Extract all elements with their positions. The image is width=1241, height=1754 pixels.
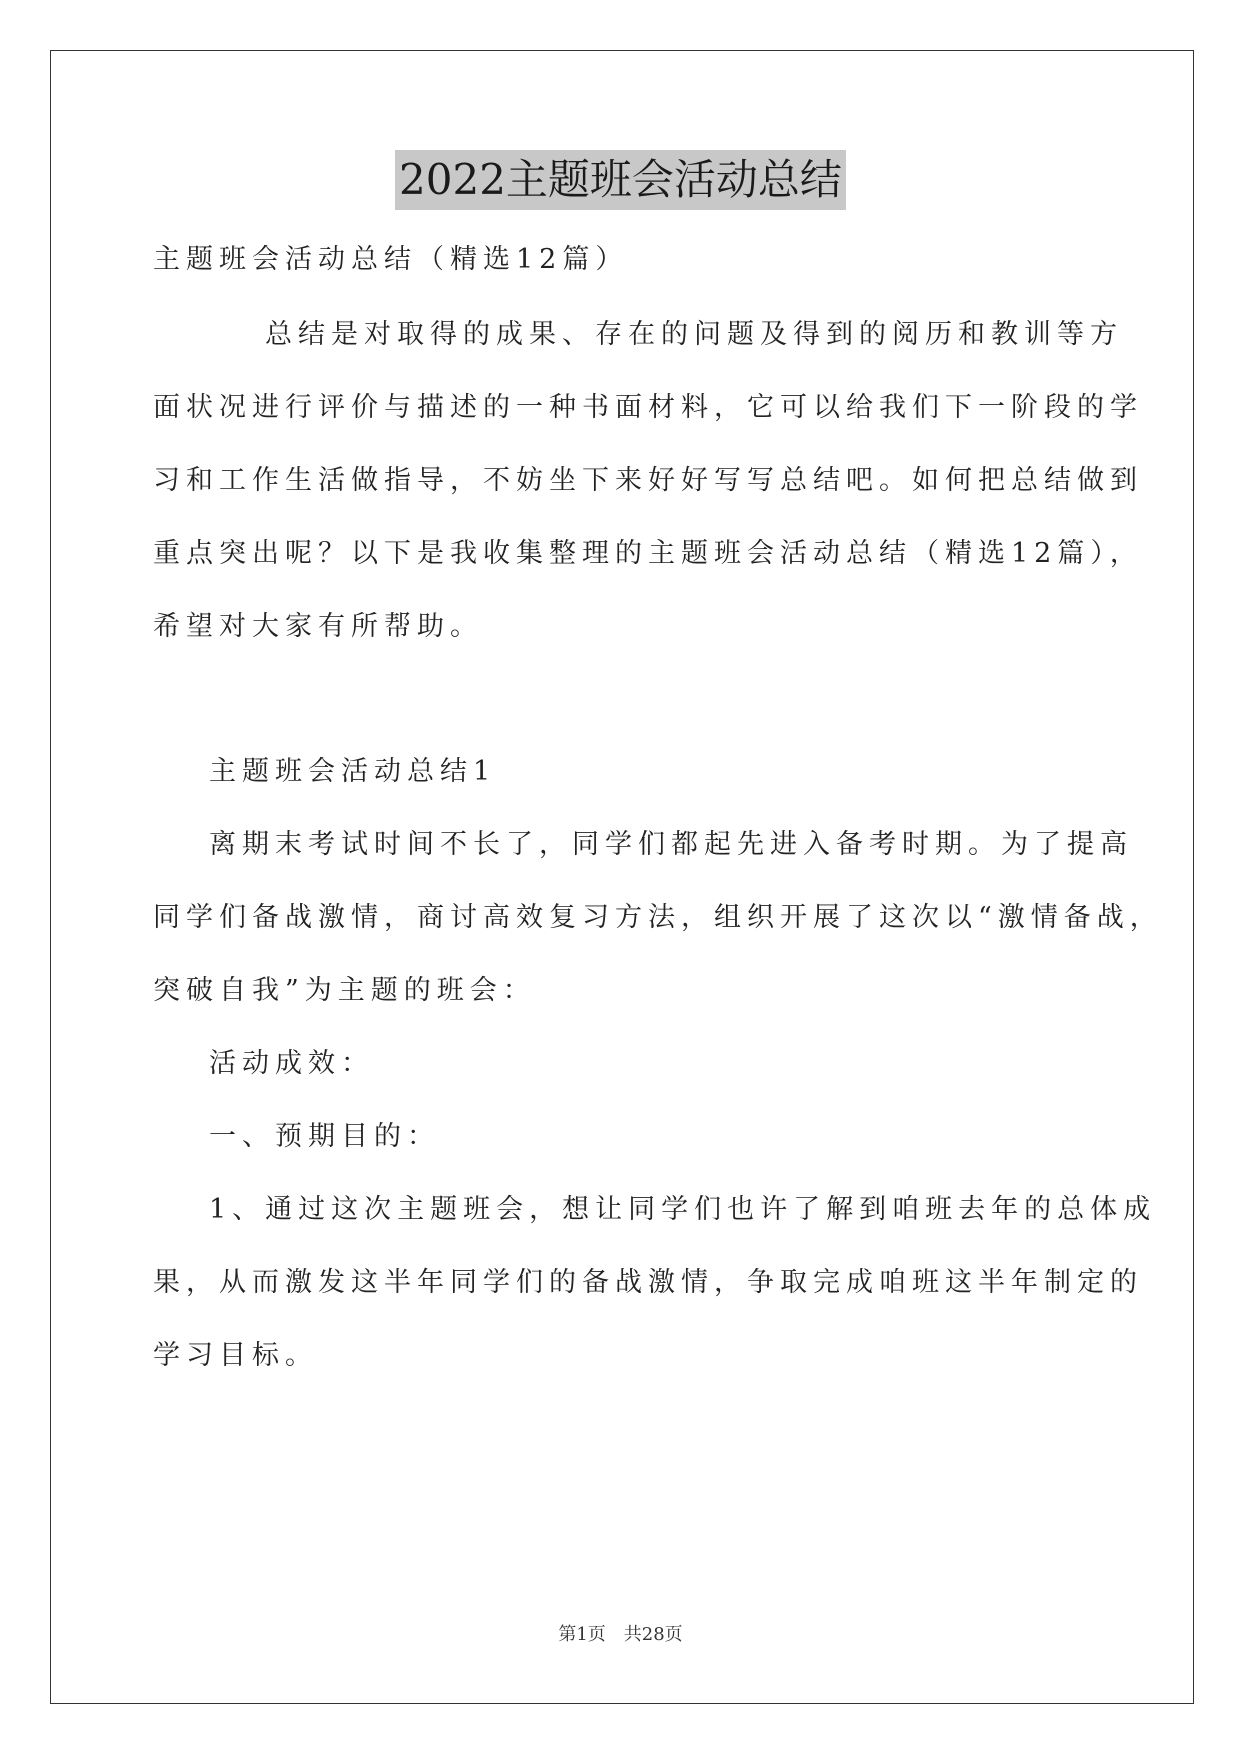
goal-label: 一、预期目的： bbox=[209, 1121, 440, 1152]
intro-line-2: 面状况进行评价与描述的一种书面材料，它可以给我们下一阶段的学 bbox=[153, 392, 1143, 423]
intro-line-1: 总结是对取得的成果、存在的问题及得到的阅历和教训等方 bbox=[265, 319, 1123, 350]
section-heading: 主题班会活动总结1 bbox=[209, 756, 497, 787]
total-suffix: 页 bbox=[664, 1624, 683, 1645]
para1-line-3: 突破自我”为主题的班会： bbox=[153, 975, 536, 1006]
document-title: 2022主题班会活动总结 bbox=[395, 150, 846, 210]
item1-line-2: 果，从而激发这半年同学们的备战激情，争取完成咱班这半年制定的 bbox=[153, 1267, 1143, 1298]
document-subtitle: 主题班会活动总结（精选12篇） bbox=[153, 244, 629, 275]
page-border bbox=[50, 50, 1194, 1704]
para1-line-1: 离期末考试时间不长了，同学们都起先进入备考时期。为了提高 bbox=[209, 829, 1133, 860]
page-suffix: 页 bbox=[587, 1624, 606, 1645]
intro-line-5: 希望对大家有所帮助。 bbox=[153, 611, 483, 642]
total-pages: 28 bbox=[641, 1624, 665, 1645]
intro-line-4: 重点突出呢？以下是我收集整理的主题班会活动总结（精选12篇）， bbox=[153, 538, 1143, 569]
para1-line-2: 同学们备战激情，商讨高效复习方法，组织开展了这次以“激情备战， bbox=[153, 902, 1163, 933]
total-prefix: 共 bbox=[623, 1624, 642, 1645]
page-number: 1 bbox=[576, 1624, 588, 1645]
title-container bbox=[0, 150, 1241, 210]
page-footer bbox=[0, 1620, 1241, 1646]
page-prefix: 第 bbox=[558, 1624, 577, 1645]
item1-line-1: 1、通过这次主题班会，想让同学们也许了解到咱班去年的总体成 bbox=[209, 1194, 1157, 1225]
intro-line-3: 习和工作生活做指导，不妨坐下来好好写写总结吧。如何把总结做到 bbox=[153, 465, 1143, 496]
activity-label: 活动成效： bbox=[209, 1048, 374, 1079]
item1-line-3: 学习目标。 bbox=[153, 1340, 318, 1371]
